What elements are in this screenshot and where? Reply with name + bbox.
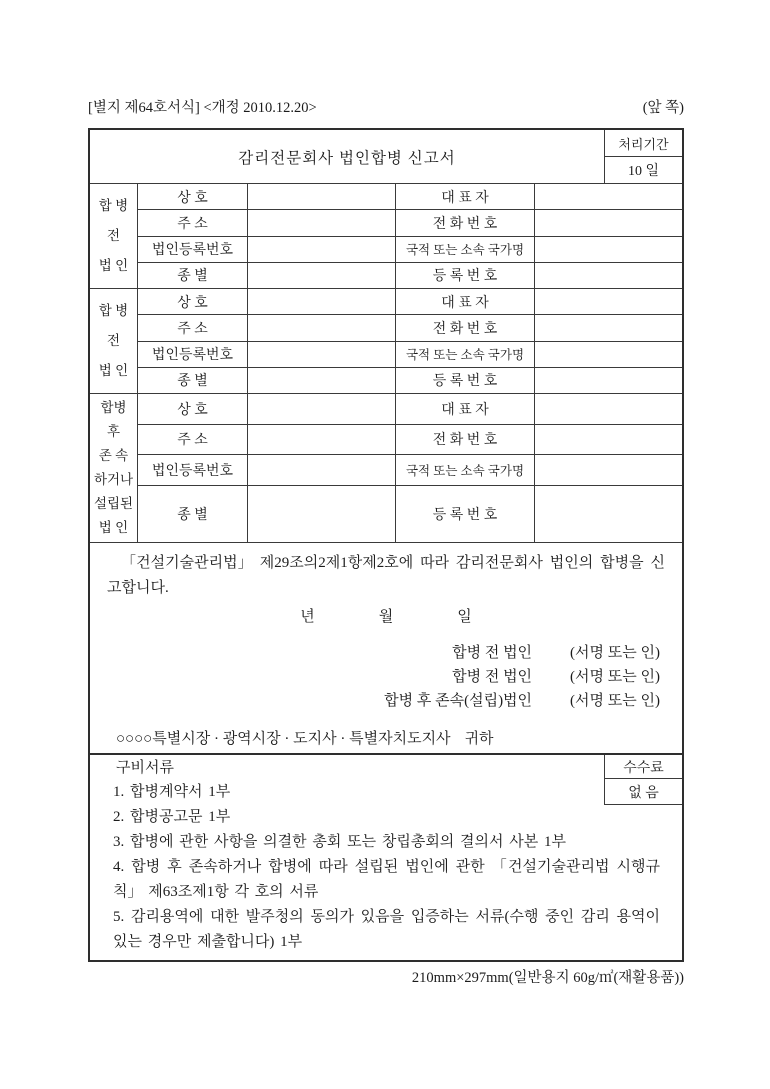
- field-phone[interactable]: [535, 425, 682, 455]
- field-label-nationality: 국적 또는 소속 국가명: [396, 237, 535, 262]
- section-label: 합 병 전 법 인: [90, 289, 138, 393]
- section-rows: [138, 394, 682, 542]
- field-nationality[interactable]: [535, 455, 682, 485]
- addressee-line: [90, 727, 682, 751]
- field-registration-no[interactable]: [535, 486, 682, 542]
- table-row: [138, 184, 682, 210]
- section-pre-merger-corp-1: [90, 184, 682, 289]
- field-corp-reg-no[interactable]: [248, 237, 396, 262]
- section-pre-merger-corp-2: [90, 289, 682, 394]
- date-line: [90, 605, 682, 629]
- required-documents-section: [90, 755, 682, 960]
- field-label-company-name: 상 호: [138, 289, 248, 314]
- field-registration-no[interactable]: [535, 263, 682, 288]
- field-company-name[interactable]: [248, 289, 396, 314]
- date-day-label: 일: [457, 609, 472, 625]
- field-company-name[interactable]: [248, 394, 396, 424]
- field-label-representative: 대 표 자: [396, 289, 535, 314]
- declaration-block: [90, 543, 682, 755]
- addressee-titles: ○○○○특별시장 · 광역시장 · 도지사 · 특별자치도지사: [116, 731, 451, 747]
- list-item: 1. 합병계약서 1부: [113, 784, 231, 800]
- paper-spec-footer: 210mm×297mm(일반용지 60g/㎡(재활용품)): [411, 970, 684, 986]
- field-label-phone: 전 화 번 호: [396, 425, 535, 455]
- field-label-registration-no: 등 록 번 호: [396, 368, 535, 393]
- section-label: 합병 후 존 속 하거나 설립된 법 인: [90, 394, 138, 542]
- signature-rows: [90, 641, 682, 713]
- field-label-address: 주 소: [138, 425, 248, 455]
- fee-value: 없 음: [628, 785, 659, 801]
- field-address[interactable]: [248, 425, 396, 455]
- field-label-registration-no: 등 록 번 호: [396, 263, 535, 288]
- table-row: [138, 425, 682, 456]
- field-company-name[interactable]: [248, 184, 396, 209]
- field-address[interactable]: [248, 210, 396, 235]
- signature-row-pre-merger-1: [90, 641, 682, 665]
- field-registration-no[interactable]: [535, 368, 682, 393]
- signature-row-pre-merger-2: [90, 665, 682, 689]
- field-representative[interactable]: [535, 184, 682, 209]
- field-label-representative: 대 표 자: [396, 184, 535, 209]
- document-header: [88, 96, 684, 117]
- processing-period-column: [604, 130, 682, 183]
- field-label-corp-reg-no: 법인등록번호: [138, 237, 248, 262]
- declaration-text: 「건설기술관리법」 제29조의2제1항제2호에 따라 감리전문회사 법인의 합병을 신고합니다.: [107, 555, 665, 596]
- field-address[interactable]: [248, 315, 396, 340]
- fee-box: [604, 755, 682, 805]
- field-representative[interactable]: [535, 394, 682, 424]
- section-rows: [138, 289, 682, 393]
- signature-row-surviving: [90, 689, 682, 713]
- list-item: 4. 합병 후 존속하거나 합병에 따라 설립된 법인에 관한 「건설기술관리법 시행규칙」 제63조제1항 각 호의 서류: [113, 859, 660, 900]
- field-label-phone: 전 화 번 호: [396, 210, 535, 235]
- field-representative[interactable]: [535, 289, 682, 314]
- field-label-corp-reg-no: 법인등록번호: [138, 455, 248, 485]
- processing-period-label: 처리기간: [605, 130, 682, 157]
- table-row: [138, 210, 682, 236]
- field-label-address: 주 소: [138, 210, 248, 235]
- fee-label: 수수료: [605, 755, 682, 779]
- table-row: [138, 315, 682, 341]
- addressee-suffix: 귀하: [464, 731, 494, 747]
- section-label: 합 병 전 법 인: [90, 184, 138, 288]
- table-row: [138, 394, 682, 425]
- field-nationality[interactable]: [535, 237, 682, 262]
- table-row: [138, 486, 682, 542]
- list-item: 3. 합병에 관한 사항을 의결한 총회 또는 창립총회의 결의서 사본 1부: [113, 834, 566, 850]
- date-month-label: 월: [378, 609, 394, 625]
- field-category[interactable]: [248, 486, 396, 542]
- table-row: [138, 368, 682, 393]
- field-label-nationality: 국적 또는 소속 국가명: [396, 342, 535, 367]
- field-label-corp-reg-no: 법인등록번호: [138, 342, 248, 367]
- processing-period-value: 10 일: [627, 164, 660, 179]
- field-corp-reg-no[interactable]: [248, 455, 396, 485]
- field-label-category: 종 별: [138, 263, 248, 288]
- date-year-label: 년: [300, 609, 315, 625]
- signature-seal-note: (서명 또는 인): [570, 669, 660, 685]
- signature-party: 합병 전 법인: [452, 669, 533, 685]
- table-row: [138, 342, 682, 368]
- title-row: [90, 130, 682, 184]
- field-label-phone: 전 화 번 호: [396, 315, 535, 340]
- field-phone[interactable]: [535, 315, 682, 340]
- section-surviving-corp: [90, 394, 682, 543]
- list-item: 2. 합병공고문 1부: [113, 809, 231, 825]
- field-category[interactable]: [248, 368, 396, 393]
- field-label-company-name: 상 호: [138, 394, 248, 424]
- signature-party: 합병 전 법인: [452, 645, 533, 661]
- table-row: [138, 237, 682, 263]
- section-rows: [138, 184, 682, 288]
- signature-party: 합병 후 존속(설립)법인: [384, 693, 533, 709]
- required-documents-label: 구비서류: [116, 760, 174, 776]
- field-label-category: 종 별: [138, 486, 248, 542]
- field-label-nationality: 국적 또는 소속 국가명: [396, 455, 535, 485]
- field-label-representative: 대 표 자: [396, 394, 535, 424]
- form-title: 감리전문회사 법인합병 신고서: [238, 149, 456, 167]
- field-label-category: 종 별: [138, 368, 248, 393]
- required-documents-list: [90, 779, 682, 955]
- field-category[interactable]: [248, 263, 396, 288]
- page-side-label: (앞 쪽): [642, 100, 684, 116]
- table-row: [138, 455, 682, 486]
- field-label-company-name: 상 호: [138, 184, 248, 209]
- form-reference: [별지 제64호서식] <개정 2010.12.20>: [88, 100, 317, 116]
- table-row: [138, 263, 682, 288]
- field-label-address: 주 소: [138, 315, 248, 340]
- table-row: [138, 289, 682, 315]
- form-table: [88, 128, 684, 962]
- field-nationality[interactable]: [535, 342, 682, 367]
- field-corp-reg-no[interactable]: [248, 342, 396, 367]
- list-item: 5. 감리용역에 대한 발주청의 동의가 있음을 입증하는 서류(수행 중인 감리 용역이 있는 경우만 제출합니다) 1부: [113, 909, 660, 950]
- field-phone[interactable]: [535, 210, 682, 235]
- field-label-registration-no: 등 록 번 호: [396, 486, 535, 542]
- signature-seal-note: (서명 또는 인): [570, 645, 660, 661]
- signature-seal-note: (서명 또는 인): [570, 693, 660, 709]
